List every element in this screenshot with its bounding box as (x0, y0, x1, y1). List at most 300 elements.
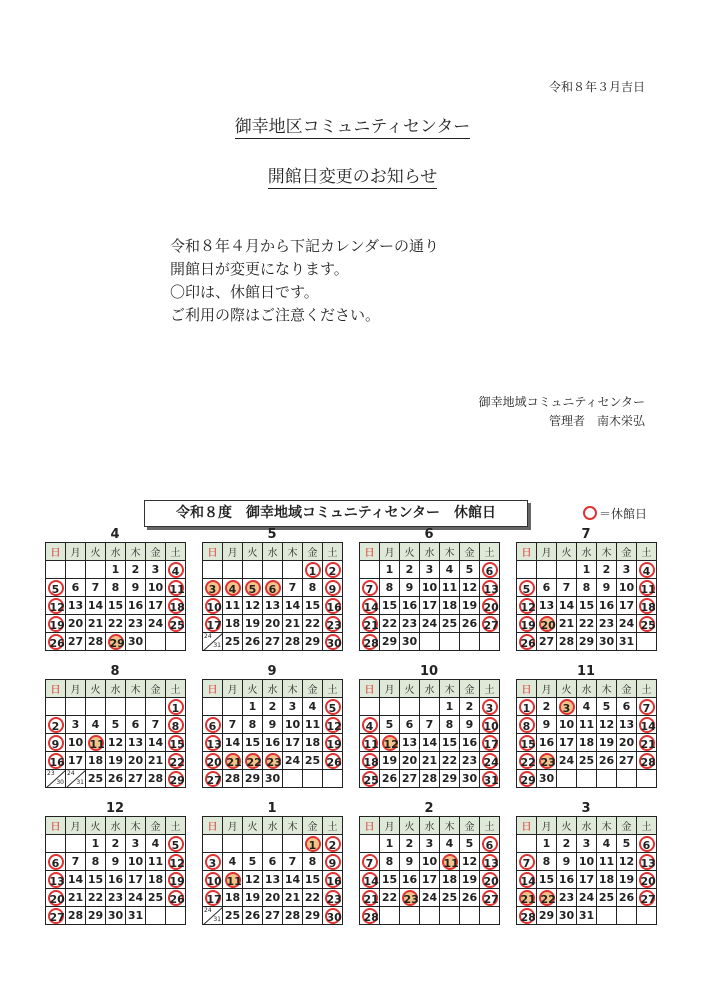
day-cell: 3 (203, 579, 223, 597)
day-cell: 3 (617, 561, 637, 579)
weekday-header: 土 (637, 817, 657, 835)
day-cell: 21 (283, 889, 303, 907)
day-cell: 4 (223, 853, 243, 871)
day-cell: 1 (166, 698, 186, 716)
day-cell: 18 (577, 734, 597, 752)
day-cell: 24 31 (204, 633, 221, 649)
day-cell: 23 (597, 615, 617, 633)
day-cell: 28 (66, 907, 86, 925)
day-cell: 15 (166, 734, 186, 752)
body-line: ご利用の際はご注意ください。 (170, 306, 381, 324)
day-cell: 20 (66, 615, 86, 633)
day-cell: 13 (480, 853, 500, 871)
day-cell: 6 (617, 698, 637, 716)
day-cell (460, 633, 480, 651)
day-cell: 1 (440, 698, 460, 716)
day-cell: 8 (106, 579, 126, 597)
weekday-header: 日 (517, 680, 537, 698)
day-cell: 27 (46, 907, 66, 925)
day-cell: 7 (420, 716, 440, 734)
day-cell: 30 (557, 907, 577, 925)
day-cell: 9 (126, 579, 146, 597)
day-cell: 20 (617, 734, 637, 752)
day-cell: 10 (480, 716, 500, 734)
day-cell: 26 (243, 633, 263, 651)
day-cell: 16 (106, 871, 126, 889)
notice-subtitle: 開館日変更のお知らせ (267, 167, 438, 187)
day-cell: 3 (420, 835, 440, 853)
day-cell: 17 (283, 734, 303, 752)
day-cell: 30 (597, 633, 617, 651)
day-cell: 27 (637, 889, 657, 907)
month-calendar (516, 802, 656, 925)
day-cell (517, 835, 537, 853)
day-cell: 11 (166, 579, 186, 597)
day-cell: 17 (420, 597, 440, 615)
weekday-header: 水 (420, 817, 440, 835)
day-cell: 8 (166, 716, 186, 734)
weekday-header: 金 (460, 543, 480, 561)
weekday-header: 日 (46, 543, 66, 561)
day-cell: 13 (537, 597, 557, 615)
day-cell: 16 (400, 871, 420, 889)
day-cell: 6 (637, 835, 657, 853)
day-cell: 1 (106, 561, 126, 579)
day-cell: 11 (223, 871, 243, 889)
day-cell: 8 (380, 579, 400, 597)
day-cell (283, 770, 303, 788)
day-cell: 14 (637, 716, 657, 734)
weekday-header: 水 (263, 817, 283, 835)
day-cell: 22 (166, 752, 186, 770)
day-cell: 12 (166, 853, 186, 871)
month-calendar (516, 528, 656, 651)
day-cell: 14 (223, 734, 243, 752)
weekday-header: 月 (380, 543, 400, 561)
day-cell: 31 (617, 633, 637, 651)
day-cell: 1 (537, 835, 557, 853)
day-cell (46, 835, 66, 853)
month-calendar (45, 528, 185, 651)
day-cell: 9 (557, 853, 577, 871)
day-cell: 2 (537, 698, 557, 716)
day-cell: 5 (243, 579, 263, 597)
day-cell: 24 (557, 752, 577, 770)
day-cell: 16 (537, 734, 557, 752)
day-cell: 27 (126, 770, 146, 788)
day-cell: 10 (283, 716, 303, 734)
day-cell: 13 (617, 716, 637, 734)
day-cell (166, 907, 186, 925)
day-cell: 10 (203, 597, 223, 615)
day-cell: 25 (597, 889, 617, 907)
day-cell: 17 (480, 734, 500, 752)
day-cell: 23 (557, 889, 577, 907)
weekday-header: 土 (637, 543, 657, 561)
day-cell: 29 (243, 770, 263, 788)
day-cell: 13 (66, 597, 86, 615)
day-cell: 7 (223, 716, 243, 734)
day-cell: 7 (557, 579, 577, 597)
day-cell: 6 (263, 853, 283, 871)
day-cell: 6 (263, 579, 283, 597)
day-cell: 11 (637, 579, 657, 597)
day-cell: 4 (637, 561, 657, 579)
day-cell: 30 (460, 770, 480, 788)
weekday-header: 日 (203, 680, 223, 698)
weekday-header: 月 (66, 680, 86, 698)
weekday-header: 火 (86, 817, 106, 835)
day-cell (400, 698, 420, 716)
day-cell: 14 (66, 871, 86, 889)
day-cell: 9 (106, 853, 126, 871)
weekday-header: 金 (303, 680, 323, 698)
day-cell: 23 (323, 889, 343, 907)
day-cell: 4 (86, 716, 106, 734)
day-cell: 5 (460, 561, 480, 579)
day-cell: 24 (577, 889, 597, 907)
day-cell (243, 835, 263, 853)
day-cell: 12 (460, 853, 480, 871)
day-cell: 7 (146, 716, 166, 734)
day-cell: 27 (263, 907, 283, 925)
day-cell (146, 907, 166, 925)
day-cell: 25 (637, 615, 657, 633)
day-cell: 25 (577, 752, 597, 770)
day-cell (420, 907, 440, 925)
body-line: 〇印は、休館日です。 (170, 283, 319, 301)
day-cell: 23 (126, 615, 146, 633)
weekday-header: 日 (360, 817, 380, 835)
day-cell: 6 (480, 561, 500, 579)
day-cell (637, 770, 657, 788)
day-cell: 12 (323, 716, 343, 734)
day-cell: 29 (106, 633, 126, 651)
day-cell (46, 561, 66, 579)
weekday-header: 金 (303, 817, 323, 835)
day-cell: 8 (380, 853, 400, 871)
day-cell: 21 (517, 889, 537, 907)
day-cell: 29 (303, 907, 323, 925)
day-cell: 7 (517, 853, 537, 871)
day-cell: 11 (223, 597, 243, 615)
day-cell: 15 (243, 734, 263, 752)
day-cell: 1 (243, 698, 263, 716)
day-cell (223, 835, 243, 853)
day-cell: 24 (146, 615, 166, 633)
day-cell: 19 (106, 752, 126, 770)
day-cell: 9 (460, 716, 480, 734)
day-cell: 29 (166, 770, 186, 788)
day-cell (517, 561, 537, 579)
day-cell: 3 (203, 853, 223, 871)
day-cell: 12 (46, 597, 66, 615)
day-cell: 21 (86, 615, 106, 633)
weekday-header: 月 (223, 817, 243, 835)
day-cell: 28 (283, 907, 303, 925)
day-cell: 12 (617, 853, 637, 871)
day-cell: 29 (86, 907, 106, 925)
day-cell: 10 (126, 853, 146, 871)
day-cell: 22 (86, 889, 106, 907)
weekday-header: 火 (243, 817, 263, 835)
weekday-header: 土 (480, 680, 500, 698)
day-cell (537, 561, 557, 579)
month-label: 12 (105, 801, 125, 816)
weekday-header: 金 (146, 817, 166, 835)
day-cell: 5 (460, 835, 480, 853)
day-cell: 16 (263, 734, 283, 752)
weekday-header: 金 (146, 680, 166, 698)
weekday-header: 木 (597, 543, 617, 561)
day-cell: 28 (146, 770, 166, 788)
day-cell: 27 (537, 633, 557, 651)
signature (479, 393, 645, 431)
weekday-header: 木 (440, 543, 460, 561)
day-cell: 18 (597, 871, 617, 889)
day-cell: 24 31 (204, 907, 221, 923)
day-cell: 8 (577, 579, 597, 597)
day-cell (360, 561, 380, 579)
day-cell: 9 (400, 853, 420, 871)
day-cell: 4 (440, 835, 460, 853)
weekday-header: 水 (106, 817, 126, 835)
day-cell (323, 770, 343, 788)
day-cell: 9 (537, 716, 557, 734)
day-cell: 28 (360, 907, 380, 925)
weekday-header: 木 (126, 543, 146, 561)
day-cell: 7 (360, 579, 380, 597)
day-cell: 3 (66, 716, 86, 734)
day-cell: 21 (66, 889, 86, 907)
day-cell: 2 (460, 698, 480, 716)
day-cell: 29 (577, 633, 597, 651)
month-calendar (359, 665, 499, 788)
day-cell: 27 (263, 633, 283, 651)
day-cell: 16 (460, 734, 480, 752)
calendar-title-banner: 令和８度 御幸地域コミュニティセンター 休館日 (144, 500, 528, 527)
day-cell: 23 (263, 752, 283, 770)
day-cell: 26 (460, 889, 480, 907)
day-cell: 18 (166, 597, 186, 615)
day-cell: 20 (263, 889, 283, 907)
month-calendar (359, 528, 499, 651)
day-cell (637, 633, 657, 651)
day-cell (166, 633, 186, 651)
day-cell: 18 (637, 597, 657, 615)
day-cell: 29 (303, 633, 323, 651)
day-cell: 30 (537, 770, 557, 788)
day-cell: 22 (303, 889, 323, 907)
day-cell: 10 (420, 853, 440, 871)
day-cell: 10 (146, 579, 166, 597)
day-cell: 7 (360, 853, 380, 871)
day-cell: 17 (146, 597, 166, 615)
day-cell: 11 (577, 716, 597, 734)
day-cell: 26 (46, 633, 66, 651)
day-cell: 3 (283, 698, 303, 716)
day-cell: 18 (146, 871, 166, 889)
weekday-header: 木 (440, 817, 460, 835)
day-cell: 10 (66, 734, 86, 752)
weekday-header: 金 (617, 817, 637, 835)
day-cell: 27 (203, 770, 223, 788)
weekday-header: 金 (617, 543, 637, 561)
day-cell: 2 (263, 698, 283, 716)
day-cell: 26 (617, 889, 637, 907)
day-cell: 22 (106, 615, 126, 633)
weekday-header: 土 (323, 680, 343, 698)
day-cell (303, 770, 323, 788)
day-cell: 13 (637, 853, 657, 871)
day-cell: 20 (400, 752, 420, 770)
weekday-header: 土 (166, 817, 186, 835)
day-cell: 22 (303, 615, 323, 633)
weekday-header: 木 (126, 680, 146, 698)
day-cell: 30 (106, 907, 126, 925)
day-cell: 14 (146, 734, 166, 752)
day-cell (420, 698, 440, 716)
signature-manager: 管理者 南木栄弘 (548, 414, 645, 428)
day-cell: 28 (360, 633, 380, 651)
weekday-header: 日 (360, 543, 380, 561)
day-cell: 28 (86, 633, 106, 651)
day-cell: 21 (360, 889, 380, 907)
day-cell: 5 (243, 853, 263, 871)
day-cell (146, 633, 166, 651)
closed-day-legend: ＝休館日 (583, 505, 647, 522)
month-calendar (202, 528, 342, 651)
day-cell: 23 (400, 889, 420, 907)
day-cell: 21 (146, 752, 166, 770)
day-cell: 6 (46, 853, 66, 871)
body-line: 令和８年４月から下記カレンダーの通り (170, 237, 440, 255)
day-cell: 5 (380, 716, 400, 734)
day-cell: 20 (537, 615, 557, 633)
weekday-header: 月 (223, 680, 243, 698)
day-cell: 22 (380, 615, 400, 633)
day-cell: 19 (323, 734, 343, 752)
weekday-header: 火 (86, 543, 106, 561)
day-cell: 4 (223, 579, 243, 597)
day-cell: 10 (557, 716, 577, 734)
day-cell: 20 (203, 752, 223, 770)
weekday-header: 火 (400, 543, 420, 561)
weekday-header: 水 (577, 817, 597, 835)
day-cell: 16 (557, 871, 577, 889)
day-cell: 26 (323, 752, 343, 770)
day-cell: 30 (323, 633, 343, 651)
day-cell: 9 (597, 579, 617, 597)
day-cell: 26 (597, 752, 617, 770)
weekday-header: 日 (203, 543, 223, 561)
day-cell: 5 (46, 579, 66, 597)
day-cell: 8 (303, 853, 323, 871)
day-cell: 4 (440, 561, 460, 579)
day-cell: 30 (400, 633, 420, 651)
month-label: 4 (110, 527, 120, 542)
weekday-header: 日 (46, 680, 66, 698)
day-cell: 7 (86, 579, 106, 597)
weekday-header: 月 (66, 543, 86, 561)
day-cell: 19 (460, 871, 480, 889)
day-cell: 8 (517, 716, 537, 734)
day-cell: 23 30 (47, 770, 64, 786)
day-cell: 6 (400, 716, 420, 734)
day-cell: 9 (323, 853, 343, 871)
weekday-header: 水 (263, 543, 283, 561)
day-cell: 26 (460, 615, 480, 633)
weekday-header: 火 (243, 680, 263, 698)
day-cell: 14 (283, 871, 303, 889)
day-cell: 26 (380, 770, 400, 788)
day-cell: 2 (323, 835, 343, 853)
weekday-header: 金 (146, 543, 166, 561)
day-cell: 1 (577, 561, 597, 579)
weekday-header: 日 (46, 817, 66, 835)
weekday-header: 水 (420, 543, 440, 561)
day-cell: 15 (440, 734, 460, 752)
weekday-header: 木 (440, 680, 460, 698)
day-cell (283, 561, 303, 579)
day-cell: 28 (420, 770, 440, 788)
day-cell: 17 (617, 597, 637, 615)
day-cell: 3 (146, 561, 166, 579)
weekday-header: 水 (106, 543, 126, 561)
day-cell: 5 (166, 835, 186, 853)
day-cell: 6 (66, 579, 86, 597)
day-cell (440, 633, 460, 651)
weekday-header: 木 (283, 543, 303, 561)
day-cell: 18 (223, 889, 243, 907)
day-cell: 17 (203, 615, 223, 633)
day-cell: 14 (420, 734, 440, 752)
month-calendar (45, 802, 185, 925)
weekday-header: 土 (166, 543, 186, 561)
day-cell: 31 (577, 907, 597, 925)
day-cell: 4 (577, 698, 597, 716)
day-cell (66, 835, 86, 853)
day-cell: 12 (380, 734, 400, 752)
day-cell: 25 (223, 907, 243, 925)
day-cell: 21 (557, 615, 577, 633)
day-cell: 16 (400, 597, 420, 615)
weekday-header: 日 (203, 817, 223, 835)
day-cell: 14 (360, 597, 380, 615)
day-cell: 12 (517, 597, 537, 615)
day-cell: 22 (243, 752, 263, 770)
weekday-header: 月 (537, 817, 557, 835)
day-cell: 14 (283, 597, 303, 615)
day-cell: 2 (400, 835, 420, 853)
day-cell: 9 (46, 734, 66, 752)
day-cell: 23 (323, 615, 343, 633)
day-cell (577, 770, 597, 788)
day-cell: 13 (203, 734, 223, 752)
weekday-header: 月 (223, 543, 243, 561)
day-cell: 28 (283, 633, 303, 651)
month-calendar (202, 665, 342, 788)
day-cell: 28 (637, 752, 657, 770)
day-cell: 3 (420, 561, 440, 579)
weekday-header: 火 (557, 680, 577, 698)
day-cell (380, 698, 400, 716)
weekday-header: 金 (460, 680, 480, 698)
day-cell: 25 (360, 770, 380, 788)
day-cell: 17 (126, 871, 146, 889)
day-cell: 28 (557, 633, 577, 651)
day-cell: 18 (303, 734, 323, 752)
